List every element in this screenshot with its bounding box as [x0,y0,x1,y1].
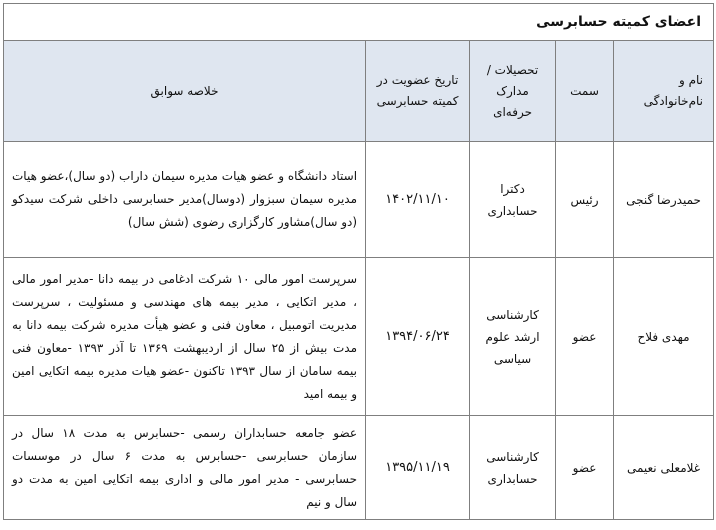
header-education: تحصیلات / مدارک حرفه‌ای [470,41,556,142]
member-date: ۱۳۹۴/۰۶/۲۴ [366,258,470,416]
member-role: عضو [556,258,614,416]
member-name: حمیدرضا گنجی [614,142,714,258]
table-title: اعضای کمیته حسابرسی [4,4,714,41]
header-membership-date: تاریخ عضویت در کمیته حسابرسی [366,41,470,142]
committee-table-wrapper [3,3,713,520]
header-summary: خلاصه سوابق [4,41,366,142]
member-education: کارشناسی حسابداری [470,416,556,520]
member-date: ۱۴۰۲/۱۱/۱۰ [366,142,470,258]
member-summary: سرپرست امور مالی ۱۰ شرکت ادغامی در بیمه دانا -مدیر امور مالی ، مدیر اتکایی ، مدیر بیمه های مهندسی و مسئولیت ، سرپرست مدیریت اتومبیل ، معاون فنی و عضو هیأت مدیره شرکت بیمه دانا به مدت بیش از ۲۵ سال از اردیبهشت ۱۳۶۹ تا آذر ۱۳۹۳ -معاون فنی بیمه سامان از سال ۱۳۹۳ تاکنون -عضو هیات مدیره بیمه اتکایی امین و بیمه امید [4,258,366,416]
member-name: غلامعلی نعیمی [614,416,714,520]
audit-committee-table [3,3,714,520]
member-education: کارشناسی ارشد علوم سیاسی [470,258,556,416]
header-role: سمت [556,41,614,142]
member-role: عضو [556,416,614,520]
member-summary: استاد دانشگاه و عضو هیات مدیره سیمان داراب (دو سال)،عضو هیات مدیره سیمان سبزوار (دوسال)مدیر حسابرسی داخلی شرکت سیدکو (دو سال)مشاور کارگزاری رضوی (شش سال) [4,142,366,258]
member-education: دکترا حسابداری [470,142,556,258]
header-name: نام و نام‌خانوادگی [614,41,714,142]
member-role: رئیس [556,142,614,258]
member-summary: عضو جامعه حسابداران رسمی -حسابرس به مدت ۱۸ سال در سازمان حسابرسی -حسابرس به مدت ۶ سال در موسسات حسابرسی - مدیر امور مالی و اداری بیمه اتکایی امین به مدت دو سال و نیم [4,416,366,520]
table-row [4,142,714,258]
member-date: ۱۳۹۵/۱۱/۱۹ [366,416,470,520]
header-row [4,41,714,142]
member-name: مهدی فلاح [614,258,714,416]
table-row [4,416,714,520]
table-row [4,258,714,416]
